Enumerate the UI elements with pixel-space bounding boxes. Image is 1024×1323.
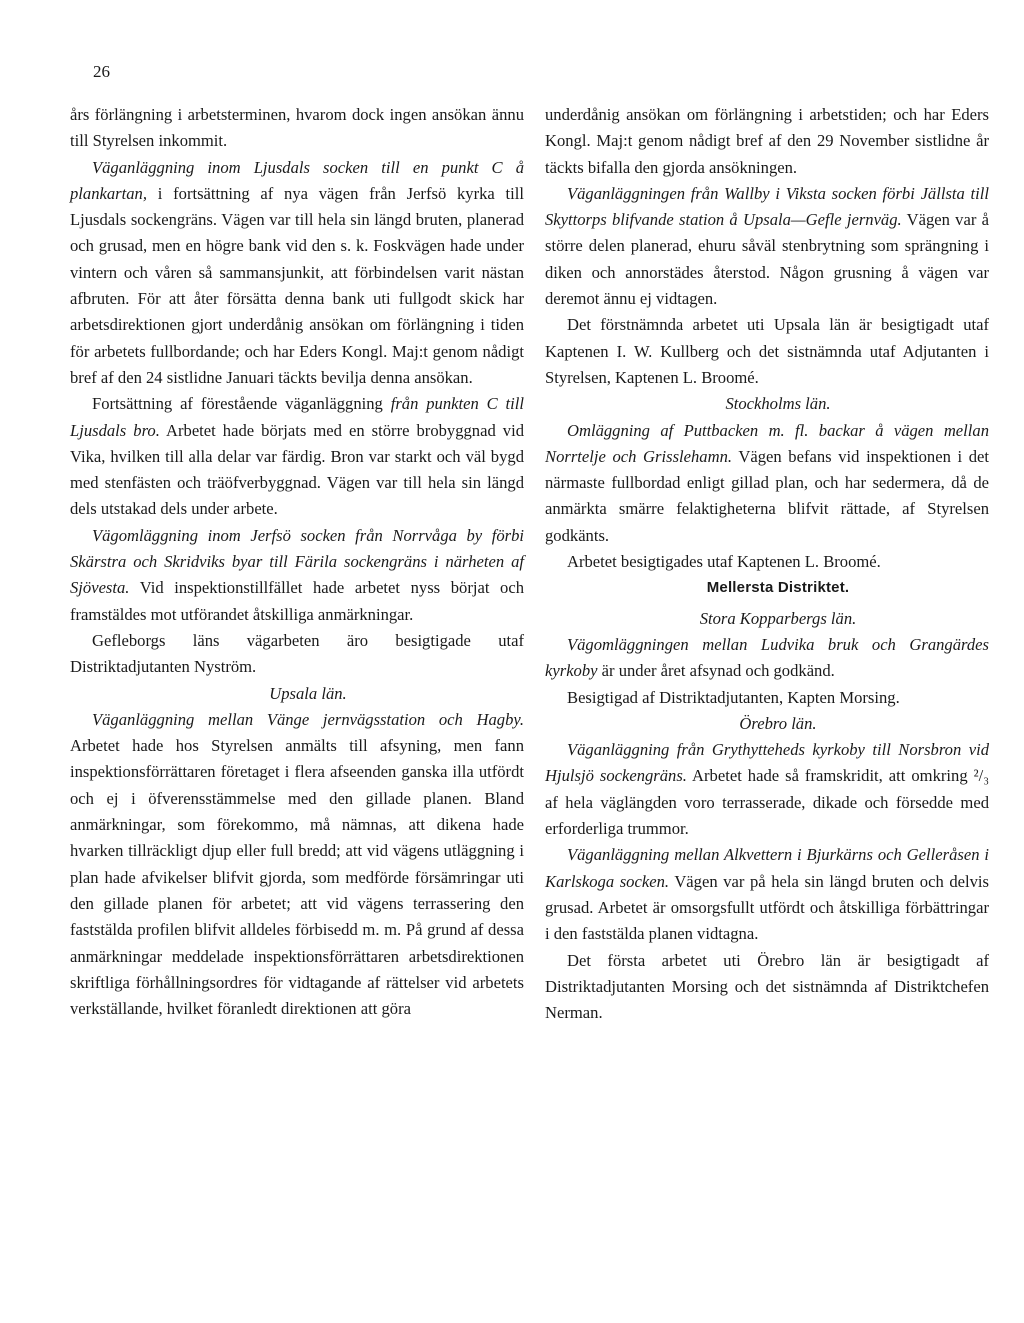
left-column [70, 102, 524, 1022]
paragraph [70, 155, 524, 392]
paragraph [545, 181, 989, 312]
paragraph [545, 842, 989, 947]
paragraph-title: Väganläggning mellan Alkvettern i Bjurkärns och Gelleråsen i Karlskoga socken. [545, 845, 989, 891]
paragraph-text: Vägen befans vid inspektionen i det närmaste fullbordad enligt gillad plan, och har sedermera, då de anmärkta smärre felaktigheterna blifvit rättade, af Styrelsen godkänts. [545, 446, 990, 545]
paragraph [70, 523, 524, 628]
paragraph-title: Väganläggningen från Wallby i Viksta socken förbi Jällsta till Skyttorps blifvande station å Upsala—Gefle jernväg. [545, 183, 989, 230]
paragraph [545, 737, 989, 842]
paragraph [70, 707, 524, 1023]
paragraph [545, 632, 989, 685]
paragraph-text: Vägen var å större delen planerad, ehuru såväl stenbrytning som sprängning i diken och annorstädes återstod. Någon grusning å vägen var deremot ännu ej vidtagen. [545, 210, 989, 309]
county-heading: Stora Kopparbergs län. [699, 608, 857, 628]
paragraph-title: från punkten C till Ljusdals bro. [70, 394, 524, 440]
paragraph-title: Omläggning af Puttbacken m. fl. backar å vägen mellan Norrtelje och Grisslehamn. [545, 420, 989, 466]
paragraph-text: Fortsättning af förestående väganläggning [92, 394, 391, 414]
paragraph: Besigtigad af Distriktadjutanten, Kapten Morsing. [567, 687, 900, 707]
paragraph-text: är under året afsynad och godkänd. [597, 661, 835, 681]
paragraph-title: Vägomläggning inom Jerfsö socken från Norrvåga by förbi Skärstra och Skridviks byar till Färila sockengräns i närheten af Sjövesta. [70, 525, 524, 598]
paragraph [545, 418, 989, 549]
paragraph-title: Vägomläggningen mellan Ludvika bruk och Grangärdes kyrkoby [545, 634, 989, 681]
paragraph-text: Arbetet hade börjats med en större brobyggnad vid Vika, hvilken till alla delar var färdig. Bron var starkt och väl bygd med stenfästen och träöfverbyggnad. Vägen var till hela sin längd dels utstakad dels under arbete. [70, 420, 524, 519]
paragraph: års förlängning i arbetsterminen, hvarom dock ingen ansökan ännu till Styrelsen inkommit. [70, 105, 524, 151]
county-heading: Upsala län. [269, 683, 347, 703]
paragraph: Gefleborgs läns vägarbeten äro besigtigade utaf Distriktadjutanten Nyström. [70, 630, 524, 677]
paragraph-text: i fortsättning af nya vägen från Jerfsö kyrka till Ljusdals sockengräns. Vägen var till hela sin längd bruten, planerad och grusad, men en högre bank vid den s. k. Foskvägen hade under vintern och våren så sammansjunkit, att förbindelsen varit nästan afbruten. För att åter försätta denna bank uti fullgodt skick har arbetsdirektionen gjort underdånig ansökan om förlängning i tiden för arbetets fullbordande; och har Eders Kongl. Maj:t genom nådigt bref af den 24 sistlidne Januari täckts bevilja denna ansökan. [70, 183, 524, 387]
paragraph [70, 391, 524, 522]
paragraph: Arbetet besigtigades utaf Kaptenen L. Broomé. [567, 552, 881, 572]
county-heading: Stockholms län. [725, 394, 831, 414]
district-heading: Mellersta Distriktet. [706, 579, 850, 597]
paragraph-title: Väganläggning inom Ljusdals socken till en punkt C å plankartan, [70, 157, 524, 203]
paragraph-text: Arbetet hade hos Styrelsen anmälts till afsyning, men fann inspektionsförrättaren företaget i flera afseenden ganska illa utfördt och ej i öfverensstämmelse med den gillade planen. Bland anmärkningar, som förekommo, må nämnas, att dikena hade hvarken tillräckligt djup eller full bredd; att vid vägens utläggning i plan hade afvikelser blifvit gjorda, som medförde försämringar uti den gillade planen för arbetet; att vid vägens terrassering den faststälda profilen blifvit alldeles förbisedd m. m. På grund af dessa anmärkningar meddelade inspektionsförrättaren arbetsdirektionen skriftliga förhållningsordres för vidtagande af rättelser vid arbetets verkställande, hvilket föranledt direktionen att göra [70, 736, 524, 1019]
paragraph-title: Väganläggning från Grythytteheds kyrkoby till Norsbron vid Hjulsjö sockengräns. [545, 740, 989, 786]
paragraph: underdånig ansökan om förlängning i arbetstiden; och har Eders Kongl. Maj:t genom nådigt bref af den 29 November sistlidne år täckts bifalla den gjorda ansökningen. [545, 105, 989, 177]
paragraph-text: Vägen var på hela sin längd bruten och delvis grusad. Arbetet är omsorgsfullt utfördt och åtskilliga förbättringar i den faststälda planen vidtagna. [545, 871, 989, 944]
county-heading: Örebro län. [739, 713, 817, 733]
paragraph-text: Vid inspektionstillfället hade arbetet nyss börjat och framstäldes mot utförandet åtskilliga anmärkningar. [70, 578, 524, 624]
right-column [545, 102, 989, 1026]
page-number: 26 [93, 62, 110, 81]
paragraph: Det första arbetet uti Örebro län är besigtigadt af Distriktadjutanten Morsing och det sistnämnda af Distriktchefen Nerman. [545, 950, 989, 1023]
paragraph-text: Arbetet hade så framskridit, att omkring ²/₃ af hela väglängden voro terrasserade, dikade och försedde med erforderliga trummor. [545, 766, 989, 839]
paragraph-title: Väganläggning mellan Vänge jernvägsstation och Hagby. [92, 709, 524, 729]
paragraph: Det förstnämnda arbetet uti Upsala län är besigtigadt utaf Kaptenen I. W. Kullberg och det sistnämnda utaf Adjutanten i Styrelsen, Kaptenen L. Broomé. [545, 315, 989, 387]
